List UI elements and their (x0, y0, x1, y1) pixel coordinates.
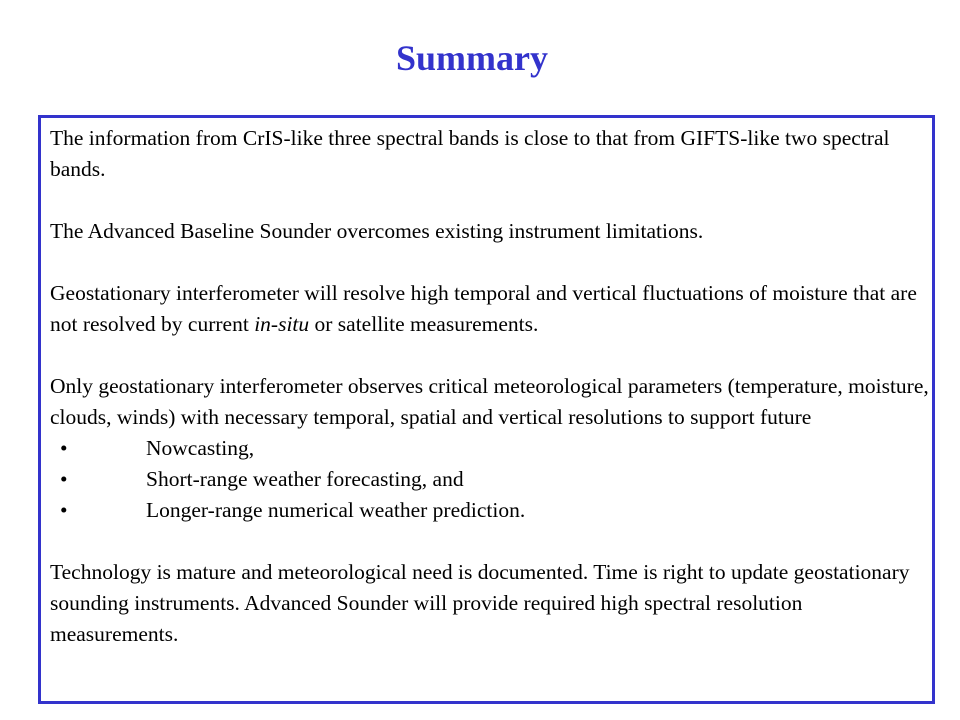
moisture-text-before: Geostationary interferometer will resolve high temporal and vertical fluctuations of moisture that are not resolved by current (50, 281, 917, 336)
bullet-icon: • (60, 467, 68, 491)
slide-title: Summary (396, 38, 548, 78)
bullet-icon: • (60, 498, 68, 522)
bullet-icon: • (60, 436, 68, 460)
summary-paragraph-parameters: Only geostationary interferometer observes critical meteorological parameters (temperature, moisture, clouds, winds) with necessary temporal, spatial and vertical resolutions to support future (50, 374, 929, 429)
bullet-item-nowcasting (50, 433, 930, 464)
bullet-item-longer-range (50, 495, 930, 526)
summary-paragraph-technology: Technology is mature and meteorological need is documented. Time is right to update geostationary sounding instruments. Advanced Sounder will provide required high spectral resolution measurements. (50, 560, 910, 646)
bullet-text: Nowcasting, (146, 436, 255, 460)
application-bullet-list (50, 433, 930, 526)
in-situ-italic: in-situ (254, 312, 310, 336)
summary-paragraph-abs: The Advanced Baseline Sounder overcomes existing instrument limitations. (50, 219, 704, 243)
bullet-item-short-range (50, 464, 930, 495)
summary-paragraph-moisture (50, 278, 930, 340)
bullet-text: Short-range weather forecasting, and (146, 467, 464, 491)
bullet-text: Longer-range numerical weather prediction. (146, 498, 526, 522)
summary-paragraph-cris-gifts: The information from CrIS-like three spectral bands is close to that from GIFTS-like two spectral bands. (50, 126, 890, 181)
moisture-text-after: or satellite measurements. (309, 312, 539, 336)
summary-text (50, 123, 930, 650)
